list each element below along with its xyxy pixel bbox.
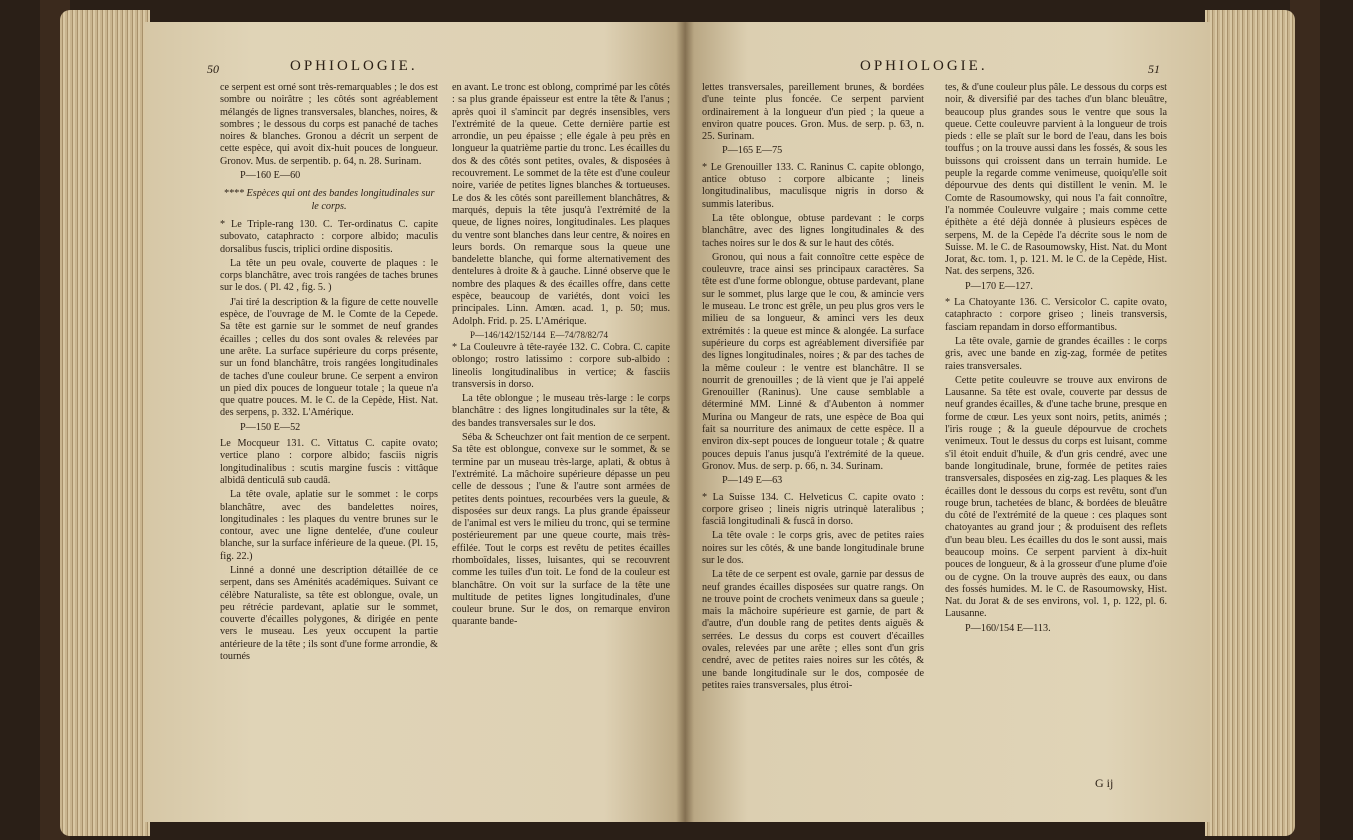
paragraph: La tête oblongue ; le museau très-large : le corps blanchâtre : des lignes longitudinales sur la tête, & des bandes transversales sur le dos. [452, 393, 670, 429]
species-entry: * La Couleuvre à tête-rayée 132. C. Cobra. C. capite oblongo; rostro latissimo : corpore sub-albido : lineolis longitudinalibus in vertice; & fasciis transversis in dorso. [452, 341, 670, 390]
right-page-column-1 [702, 82, 924, 694]
paragraph: La tête de ce serpent est ovale, garnie par dessus de neuf grandes écailles disposées sur quatre rangs. On ne trouve point de crochets venimeux dans sa gueule ; mais la mâchoire supérieure est garnie, de part & d'autre, d'un double rang de petites dents aiguës & serrées. Le dessus du corps est couvert d'écailles ovales, relevées par une arête ; elles sont d'un gris cendré, avec de petites raies noires sur les côtés, & une bande longitudinale sur le dos, composée de petites raies transversales, plus étroi- [702, 569, 924, 691]
page-edges-left [60, 10, 150, 836]
paragraph: Cette petite couleuvre se trouve aux environs de Lausanne. Sa tête est ovale, couverte par dessus de neuf grandes écailles, & d'une tache brune, presque en forme de cœur. Les yeux sont noirs, petits, animés ; l'iris rouge ; & la gueule dépourvue de crochets venimeux. Tout le dessus du corps est luisant, comme s'il étoit enduit d'huile, & d'un gris cendré, avec une bande longitudinale, brune, formée de petites raies transversales, disposées en zig-zag. Les plaques & les écailles dont le dessous du corps est revêtu, sont d'un rouge brun, tachetées de blanc, & bordées de bleuâtre du côté de l'extrémité de la queue : ces plaques sont chatoyantes au grand jour ; & produisent des reflets d'un beau bleu. Les écailles du dos le sont aussi, mais beaucoup moins. Ce serpent parvient à dix-huit pouces de longueur, & à la grosseur d'une plume d'oie ou de cygne. On la trouve auprès des eaux, ou dans des fossés humides. M. le C. de Rasoumowsky, Hist. Nat. du Jorat & de ses environs, vol. 1, p. 122, pl. 6. Lausanne. [945, 374, 1167, 620]
paragraph: lettes transversales, pareillement brunes, & bordées d'une teinte plus foncée. Ce serpent parvient ordinairement à la longueur d'un pied ; la queue a environ quatre pouces. Gron. Mus. de serp. p. 63, n. 25. Surinam. [702, 82, 924, 143]
left-page-column-1 [220, 82, 438, 665]
page-edges-right [1205, 10, 1295, 836]
scale-count: P—149 E—63 [722, 475, 783, 487]
paragraph: Séba & Scheuchzer ont fait mention de ce serpent. Sa tête est oblongue, convexe sur le sommet, & se termine par un museau très-large, aplati, & obtus à l'extrémité. La mâchoire supérieure dépasse un peu celle de dessous ; l'une & l'autre sont armées de petites dents pointues, recourbées vers la gueule, & disposées sur deux rangs. La plus grande épaisseur de l'animal est vers le milieu du tronc, qui se termine postérieurement par une queue courte, mais très-effilée. Tout le corps est revêtu de petites écailles rhomboïdales, lisses, luisantes, qui se recouvrent comme les tuiles d'un toit. Le fond de la couleur est blanchâtre. On voit sur la surface de la tête une multitude de petites lignes longitudinales, d'une couleur brune. Sur le dos, on remarque environ quarante bande- [452, 432, 670, 628]
paragraph: La tête un peu ovale, couverte de plaques : le corps blanchâtre, avec trois rangées de taches brunes sur le dos. ( Pl. 42 , fig. 5. ) [220, 257, 438, 294]
scale-count: P—146/142/152/144 E—74/78/82/74 [470, 329, 609, 340]
species-entry: * Le Grenouiller 133. C. Raninus C. capite oblongo, antice obtuso : corpore albicante ; lineis longitudinalibus, maculisque nigris in dorso & summis lateribus. [702, 161, 924, 210]
scale-count: P—150 E—52 [240, 421, 301, 433]
right-running-head: OPHIOLOGIE. [860, 58, 988, 74]
scale-count: P—165 E—75 [722, 145, 783, 157]
paragraph: Linné a donné une description détaillée de ce serpent, dans ses Aménités académiques. Suivant ce célèbre Naturaliste, sa tête est oblongue, ovale, un peu rétrécie pardevant, aplatie sur le sommet, couverte d'écailles polygones, & dirigée en pente vers le museau. Les yeux occupent la partie antérieure de la tête ; ils sont d'une forme arrondie, & tournés [220, 564, 438, 663]
scale-count: P—160 E—60 [240, 170, 301, 182]
right-page-number: 51 [1148, 62, 1160, 76]
scale-count: P—160/154 E—113. [965, 622, 1051, 634]
species-entry: * La Chatoyante 136. C. Versicolor C. capite ovato, cataphracto : corpore griseo ; lineis transversis, fasciam repandam in dorso efformantibus. [945, 297, 1167, 333]
species-entry: Le Mocqueur 131. C. Vittatus C. capite ovato; vertice plano : corpore albido; fasciis nigris longitudinalibus : scutis margine fuscis : vittâque albidâ denticulâ sub caudâ. [220, 438, 438, 486]
paragraph: ce serpent est orné sont très-remarquables ; le dos est sombre ou noirâtre ; les côtés sont agréablement mélangés de lignes transversales, blanches, noires, & sombres ; le dessous du corps est panaché de taches noires & blanches. Gronou a décrit un serpent de cette espèce, qui avoit dix-huit pouces de longueur. Gronov. Mus. de serpentib. p. 64, n. 28. Surinam. [220, 82, 438, 167]
paragraph: Gronou, qui nous a fait connoître cette espèce de couleuvre, trace ainsi ses principaux caractères. Sa tête est d'une forme oblongue, obtuse pardevant, plane sur le sommet, plus large que le cou, & amincie vers le museau. Le tronc est grêle, un peu plus gros vers le milieu de sa longueur, & aminci vers les deux extrémités : la queue est mince & alongée. La surface supérieure du corps est agréablement diversifiée par des lignes longitudinales, noires ; & par des taches de la même couleur : le ventre est blanchâtre. Il se nourrit de grenouilles ; de là vient que je l'ai appelé Grenouiller (Raninus). Une cause semblable a déterminé MM. Linné & d'Aubenton à nommer Murina ou Mangeur de rats, une espèce de Boa qui fait sa nourriture des animaux de cette espèce. Il a environ dix-sept pouces de longueur totale ; & quatre pouces depuis l'anus jusqu'à l'extrémité de la queue. Gronov. Mus. de serp. p. 66, n. 34. Surinam. [702, 251, 924, 472]
right-page-column-2 [945, 82, 1167, 639]
species-entry: * Le Triple-rang 130. C. Ter-ordinatus C. capite subovato, cataphracto : corpore albido; maculis dorsalibus fuscis, triplici ordine dispositis. [220, 218, 438, 255]
signature-mark: G ij [1095, 776, 1114, 790]
left-page-number: 50 [207, 62, 219, 76]
paragraph: La tête oblongue, obtuse pardevant : le corps blanchâtre, avec des lignes longitudinales & des taches noires sur le dos & sur le haut des côtés. [702, 212, 924, 249]
paragraph: La tête ovale, aplatie sur le sommet : le corps blanchâtre, avec des bandelettes noires, longitudinales : les plaques du ventre brunes sur le contour, avec une ligne dentelée, d'une couleur blanche, sur la surface inférieure de la queue. (Pl. 15, fig. 22.) [220, 489, 438, 562]
species-entry: * La Suisse 134. C. Helveticus C. capite ovato : corpore griseo ; lineis nigris utrinquè lateralibus ; fasciâ longitudinali & fuscâ in dorso. [702, 491, 924, 528]
scale-count: P—170 E—127. [965, 280, 1033, 292]
left-running-head: OPHIOLOGIE. [290, 58, 418, 74]
paragraph: en avant. Le tronc est oblong, comprimé par les côtés : sa plus grande épaisseur est entre la tête & l'anus ; après quoi il s'amincit par degrés insensibles, vers l'extrémité de la queue. Cette dernière partie est arrondie, un peu épaisse ; elle égale à peu près en longueur la quatrième partie du tronc. Les écailles du dos & des côtés sont petites, ovales, & disposées à recouvrement. Le sommet de la tête est d'une couleur noire, variée de petites lignes blanches & tortueuses. Le dos & les côtés sont pareillement blanchâtres, & marqués, depuis la tête jusqu'à l'extrémité de la queue, de lignes noires, longitudinales. Les plaques du ventre sont blanches dans leur centre, & noires en leurs bords. On remarque sous la queue une bandelette blanche, qui forme alternativement des dentelures à droite & à gauche. Linné observe que le nombre des plaques & des écailles offre, dans cette espèce, beaucoup de variétés, dont voici les principales. Linn. Amœn. acad. 1, p. 50; mus. Adolph. Frid. p. 25. L'Amérique. [452, 82, 670, 327]
paragraph: La tête ovale, garnie de grandes écailles : le corps gris, avec une bande en zig-zag, formée de petites raies transversales. [945, 335, 1167, 372]
paragraph: J'ai tiré la description & la figure de cette nouvelle espèce, de l'ouvrage de M. le Comte de la Cepede. Sa tête est garnie sur le sommet de neuf grandes écailles ; celles du dos sont ovales & relevées par une arête. La surface supérieure du corps présente, sur un fond blanchâtre, trois rangées longitudinales de taches d'une couleur brune. Ce serpent a environ un pied dix pouces de longueur totale ; la queue n'a que quatre pouces. M. le C. de la Cepède, Hist. Nat. des serpens, p. 332. L'Amérique. [220, 296, 438, 419]
paragraph: La tête ovale : le corps gris, avec de petites raies noires sur les côtés, & une bande longitudinale brune sur le dos. [702, 530, 924, 566]
book-gutter [676, 22, 694, 822]
left-page-column-2 [452, 82, 670, 631]
section-heading: **** Espèces qui ont des bandes longitudinales sur le corps. [223, 188, 435, 212]
paragraph: tes, & d'une couleur plus pâle. Le dessous du corps est noir, & diversifié par des taches d'un blanc bleuâtre, beaucoup plus grandes sous le ventre que sous la queue. Cette couleuvre parvient à la longueur de trois pieds : elle se plaît sur le bord de l'eau, dans les bois touffus ; on la trouve aussi dans les fossés, & sous les buissons qui croissent dans un terrain humide. Le peuple la regarde comme venimeuse, quoiqu'elle soit dépourvue des dents qui distillent le venin. M. le Comte de Rasoumowsky, qui nous l'a fait connoître, l'a nommée Couleuvre vulgaire ; mais comme cette épithète a été déjà donnée à plusieurs espèces de serpens, M. de la Cepède l'a décrite sous le nom de Suisse. M. le C. de Rasoumowsky, Hist. Nat. du Mont Jorat, &c. tom. 1, p. 121. M. le C. de la Cepède, Hist. Nat. des serpens, 326. [945, 82, 1167, 278]
